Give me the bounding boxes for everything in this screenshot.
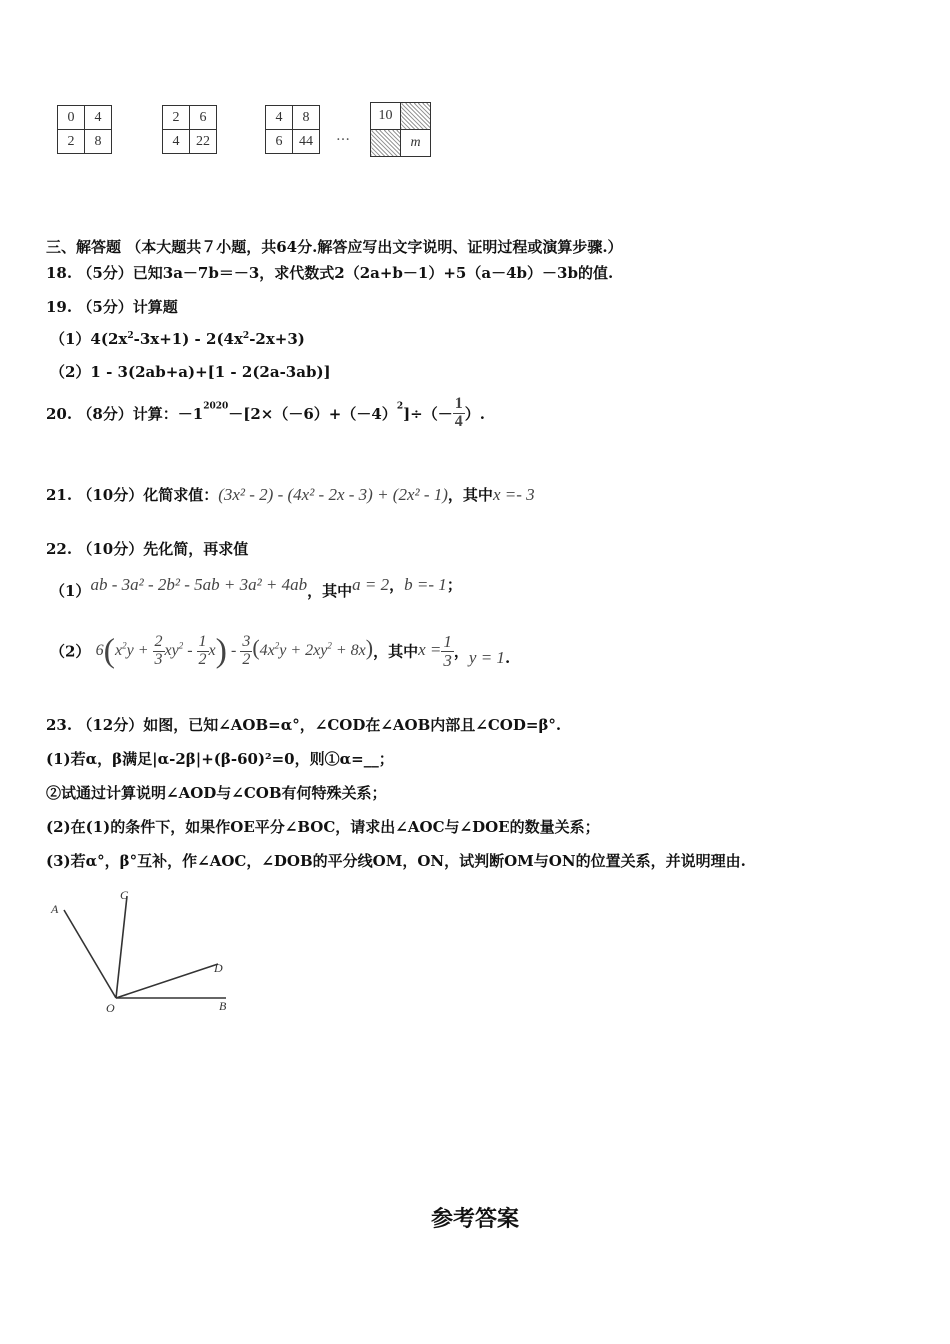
label-C: C [120, 888, 129, 902]
ray-OC [116, 896, 127, 998]
question-22-part-1: （1）ab - 3a² - 2b² - 5ab + 3a² + 4ab，其中a = 2，b =- 1； [50, 575, 462, 600]
ellipsis: … [336, 128, 350, 144]
grid-cell: 4 [266, 106, 293, 130]
grid-cell: 2 [58, 130, 85, 154]
question-19-part-2: （2）1 - 3(2ab+a)+[1 - 2(2a-3ab)] [50, 363, 331, 381]
number-grid-4 [370, 102, 431, 157]
question-23-part-3: (3)若α°，β°互补，作∠AOC，∠DOB的平分线OM，ON，试判断OM与ON的位置关系，并说明理由. [46, 852, 746, 870]
answers-title: 参考答案 [430, 1207, 519, 1232]
number-grid-3 [265, 105, 320, 154]
question-20: 20. （8分）计算：$-1^{2020}-[2\times(-6)+(-4)^2]\div(-$ $\frac{1}{4}$ ）. [46, 395, 485, 430]
grid-cell: m [401, 130, 431, 157]
number-grid-2 [162, 105, 217, 154]
question-21: 21. （10分）化简求值：(3x² - 2) - (4x² - 2x - 3) + (2x² - 1)，其中x =- 3 [46, 485, 535, 504]
number-grid-1 [57, 105, 112, 154]
math-expression: $6(x^2y$ + $\frac{2}{3}$ $xy^2$ - $\frac{1}{2}$ x) - $\frac{3}{2}$ $(4x^2y + 2xy^2 + 8x)$ [95, 632, 374, 669]
grid-cell: 10 [371, 103, 401, 130]
grid-cell: 44 [293, 130, 320, 154]
math-expression: (3x² - 2) - (4x² - 2x - 3) + (2x² - 1) [218, 485, 448, 504]
hatched-cell [371, 130, 401, 157]
label-B: B [219, 999, 227, 1013]
grid-cell: 6 [190, 106, 217, 130]
angle-diagram [40, 882, 250, 1022]
question-23-part-2: (2)在(1)的条件下，如果作OE平分∠BOC，请求出∠AOC与∠DOE的数量关系； [46, 818, 600, 836]
question-22-part-2: （2） $6(x^2y$ + $\frac{2}{3}$ $xy^2$ - $\frac{1}{2}$ x) - $\frac{3}{2}$ $(4x^2y + 2xy^2 + 8x)$，其中x = $\frac{1}{3}$ ，y = 1. [50, 631, 511, 670]
grid-cell: 0 [58, 106, 85, 130]
label-A: A [51, 902, 59, 916]
ray-OA [64, 910, 116, 998]
grid-cell: 8 [85, 130, 112, 154]
label-O: O [106, 1001, 115, 1015]
question-23-title: 23. （12分）如图，已知∠AOB=α°，∠COD在∠AOB内部且∠COD=β°. [46, 716, 562, 734]
section-header: 三、解答题 （本大题共７小题，共64分.解答应写出文字说明、证明过程或演算步骤.） [46, 238, 623, 256]
math-expression: ab - 3a² - 2b² - 5ab + 3a² + 4ab [90, 575, 308, 594]
question-22-title: 22. （10分）先化简，再求值 [46, 540, 249, 558]
grid-cell: 8 [293, 106, 320, 130]
question-23-part-1b: ②试通过计算说明∠AOD与∠COB有何特殊关系； [46, 784, 387, 802]
question-18: 18. （5分）已知3a－7b＝－3，求代数式2（2a+b－1）+5（a－4b）－3b的值. [46, 264, 614, 282]
label-D: D [214, 961, 223, 975]
grid-cell: 4 [85, 106, 112, 130]
question-23-part-1: (1)若α，β满足|α-2β|+(β-60)²=0，则①α=__； [46, 750, 394, 768]
fraction-one-quarter: $\frac{1}{4}$ [454, 395, 463, 430]
grid-cell: 4 [163, 130, 190, 154]
grid-cell: 22 [190, 130, 217, 154]
ray-OD [116, 964, 218, 998]
grid-cell: 6 [266, 130, 293, 154]
grid-cell: 2 [163, 106, 190, 130]
hatched-cell [401, 103, 431, 130]
question-19-part-1: $(1)4(2x^2-3x+1) - 2(4x^2-2x+3)$ [50, 330, 305, 348]
question-19-title: 19. （5分）计算题 [46, 298, 178, 316]
